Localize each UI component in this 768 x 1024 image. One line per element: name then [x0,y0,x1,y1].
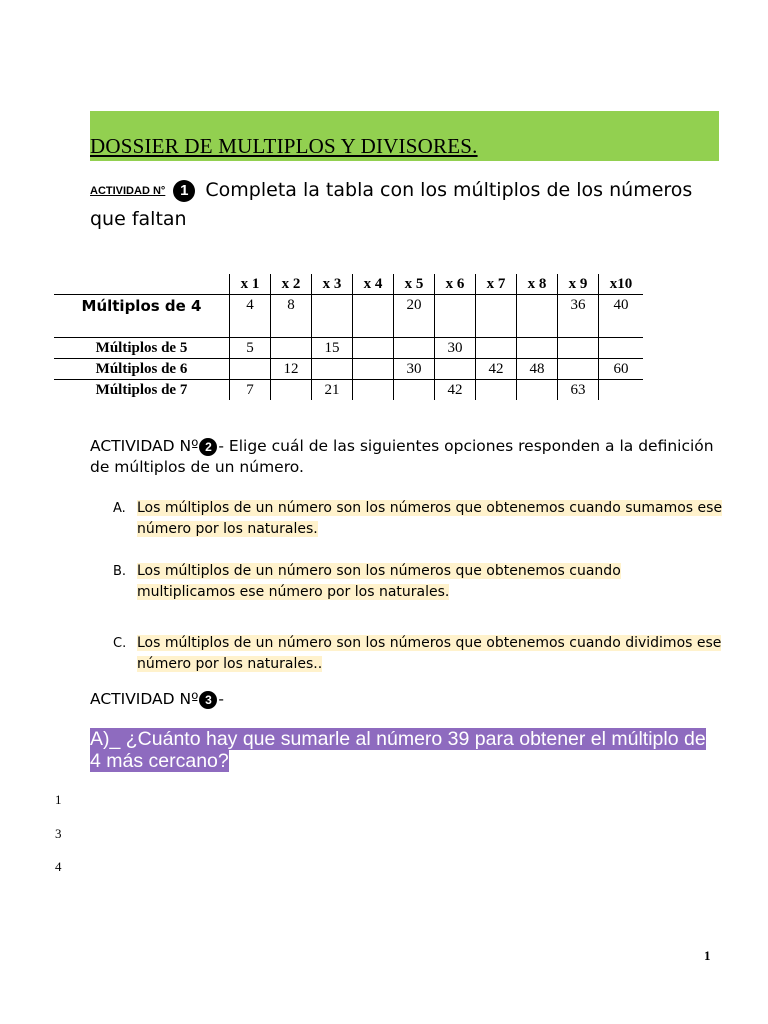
table-cell [271,380,312,401]
table-cell: 20 [394,295,435,338]
activity-3-suffix: - [218,690,224,708]
row-label: Múltiplos de 4 [54,295,230,338]
table-cell: 48 [517,359,558,380]
table-cell [394,338,435,359]
table-cell [271,338,312,359]
activity-2-label: ACTIVIDAD Nº [90,437,199,455]
table-cell [435,295,476,338]
table-cell: 30 [435,338,476,359]
table-header-row [54,274,643,295]
activity-1-label: ACTIVIDAD N° [90,185,166,197]
option-letter: C. [113,636,127,651]
table-header-cell: x 9 [558,274,599,295]
table-cell: 40 [599,295,644,338]
answer-option[interactable]: 1 [55,792,62,807]
title-banner [90,111,719,161]
table-cell [394,380,435,401]
page-number: 1 [704,948,711,963]
activity-2-number-badge: 2 [199,438,217,456]
table-header-cell: x 4 [353,274,394,295]
table-header-cell: x 6 [435,274,476,295]
table-cell: 36 [558,295,599,338]
option-letter: A. [113,501,126,516]
activity-2 [90,436,720,478]
table-cell [558,359,599,380]
table-cell [435,359,476,380]
activity-3-number-badge: 3 [199,691,217,709]
question-a-text: A)_ ¿Cuánto hay que sumarle al número 39 para obtener el múltiplo de 4 más cercano? [90,728,706,772]
answer-option[interactable]: 4 [55,859,62,874]
table-cell [312,295,353,338]
table-cell [517,380,558,401]
table-cell: 42 [476,359,517,380]
table-header-cell: x 3 [312,274,353,295]
activity-3 [90,690,224,709]
table-cell [353,295,394,338]
table-cell [599,380,644,401]
table-cell [558,338,599,359]
answer-option[interactable]: 3 [55,826,62,841]
activity-2-instructions: - Elige cuál de las siguientes opciones responden a la definición de múltiplos de un número. [90,437,714,476]
table-row [54,295,643,338]
table-header-cell: x 7 [476,274,517,295]
table-cell [353,359,394,380]
option-text: Los múltiplos de un número son los números que obtenemos cuando sumamos ese número por los naturales. [137,500,723,537]
option-text: Los múltiplos de un número son los números que obtenemos cuando dividimos ese número por los naturales.. [137,635,722,672]
activity-1 [90,176,720,233]
question-a [90,728,720,772]
table-cell: 4 [230,295,271,338]
table-header-cell: x10 [599,274,644,295]
table-header-cell: x 1 [230,274,271,295]
option-c[interactable] [113,633,723,675]
table-header-cell: x 5 [394,274,435,295]
table-header-cell: x 8 [517,274,558,295]
row-label: Múltiplos de 6 [54,359,230,380]
table-header-cell: x 2 [271,274,312,295]
table-cell [476,338,517,359]
table-corner-cell [54,274,230,295]
option-a[interactable] [113,498,723,540]
table-cell: 63 [558,380,599,401]
table-cell: 7 [230,380,271,401]
row-label: Múltiplos de 5 [54,338,230,359]
activity-1-number-badge: 1 [173,180,195,202]
table-cell [230,359,271,380]
table-cell [599,338,644,359]
table-row [54,380,643,401]
table-cell [476,295,517,338]
table-cell: 30 [394,359,435,380]
table-row [54,338,643,359]
multiples-table [54,274,643,400]
table-cell [353,380,394,401]
table-row [54,359,643,380]
table-cell [476,380,517,401]
table-cell: 12 [271,359,312,380]
table-cell: 21 [312,380,353,401]
table-cell: 60 [599,359,644,380]
row-label: Múltiplos de 7 [54,380,230,401]
table-cell [517,295,558,338]
activity-1-instructions: Completa la tabla con los múltiplos de los números que faltan [90,179,693,230]
activity-3-label: ACTIVIDAD Nº [90,690,199,708]
table-cell: 15 [312,338,353,359]
option-letter: B. [113,564,127,579]
table-cell: 8 [271,295,312,338]
table-cell: 5 [230,338,271,359]
option-text: Los múltiplos de un número son los números que obtenemos cuando multiplicamos ese número por los naturales. [137,563,621,600]
table-cell [312,359,353,380]
table-cell: 42 [435,380,476,401]
table-cell [353,338,394,359]
option-b[interactable] [113,561,723,603]
page-title: DOSSIER DE MULTIPLOS Y DIVISORES. [90,134,478,158]
table-cell [517,338,558,359]
